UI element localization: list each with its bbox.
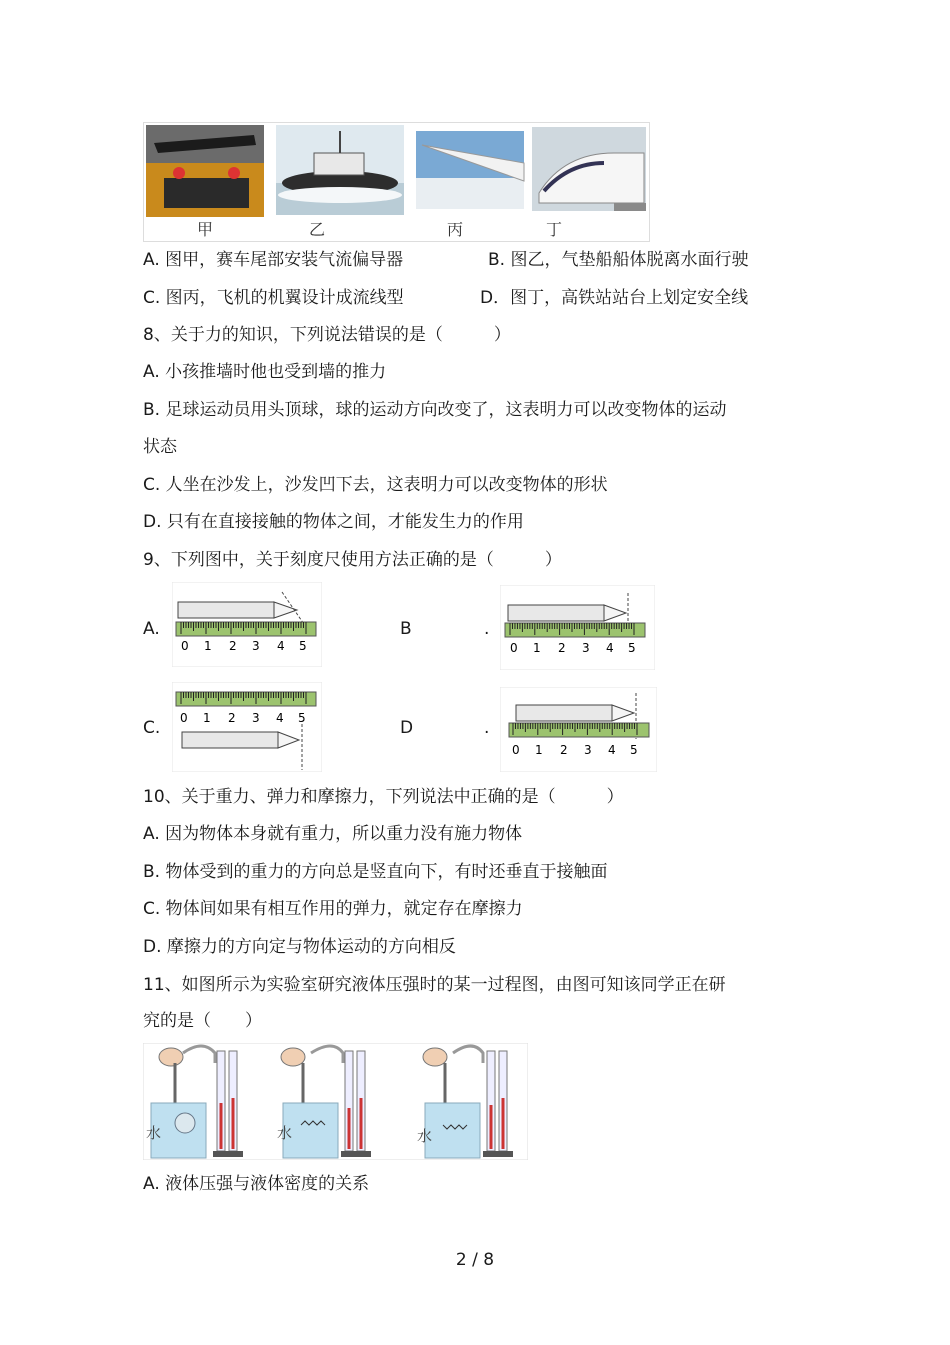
- q9-label-d: D: [400, 718, 414, 738]
- caption-bing: 丙: [447, 220, 464, 239]
- q10-option-c: C. 物体间如果有相互作用的弹力，就定存在摩擦力: [143, 899, 523, 919]
- tick-label-3: 3: [582, 641, 590, 655]
- tick-label-0: 0: [512, 743, 520, 757]
- q10-option-d: D. 摩擦力的方向定与物体运动的方向相反: [143, 937, 456, 957]
- figure-q11-pressure-experiment: [143, 1043, 528, 1160]
- q10-option-a: A. 因为物体本身就有重力，所以重力没有施力物体: [143, 824, 523, 844]
- tick-label-5: 5: [628, 641, 636, 655]
- tick-label-3: 3: [252, 711, 260, 725]
- q10-option-b: B. 物体受到的重力的方向总是竖直向下，有时还垂直于接触面: [143, 862, 608, 882]
- tick-label-0: 0: [510, 641, 518, 655]
- q8-option-c: C. 人坐在沙发上，沙发凹下去，这表明力可以改变物体的形状: [143, 475, 608, 495]
- tick-label-5: 5: [298, 711, 306, 725]
- caption-yi: 乙: [309, 220, 326, 239]
- q9-label-d-dot: .: [484, 718, 490, 738]
- ruler-figure-d: [500, 687, 657, 772]
- caption-ding: 丁: [546, 220, 563, 239]
- high-speed-train-photo: [532, 127, 646, 211]
- q11-option-a: A. 液体压强与液体密度的关系: [143, 1174, 370, 1194]
- figure-q7: [143, 122, 650, 242]
- q8-option-b-line1: B. 足球运动员用头顶球，球的运动方向改变了，这表明力可以改变物体的运动: [143, 400, 727, 420]
- ruler-figure-b: [500, 585, 655, 670]
- q11-stem-line1: 11、如图所示为实验室研究液体压强时的某一过程图，由图可知该同学正在研: [143, 975, 726, 995]
- q9-label-b-dot: .: [484, 619, 490, 639]
- tick-label-2: 2: [228, 711, 236, 725]
- page-number: 2 / 8: [455, 1250, 495, 1270]
- tick-label-0: 0: [181, 639, 189, 653]
- q11-stem-line2: 究的是（ ）: [143, 1011, 262, 1031]
- q8-stem: 8、关于力的知识，下列说法错误的是（ ）: [143, 325, 511, 345]
- water-label-1: 水: [146, 1124, 162, 1142]
- q9-stem: 9、下列图中，关于刻度尺使用方法正确的是（ ）: [143, 550, 562, 570]
- water-label-2: 水: [277, 1124, 293, 1142]
- tick-label-2: 2: [560, 743, 568, 757]
- ruler-figure-c: [172, 682, 322, 772]
- tick-label-4: 4: [608, 743, 616, 757]
- water-label-3: 水: [417, 1127, 433, 1145]
- tick-label-5: 5: [630, 743, 638, 757]
- q7-option-c: C. 图丙，飞机的机翼设计成流线型: [143, 288, 404, 308]
- q8-option-b-line2: 状态: [143, 437, 177, 457]
- q7-option-b: B. 图乙，气垫船船体脱离水面行驶: [488, 250, 749, 270]
- tick-label-1: 1: [533, 641, 541, 655]
- tick-label-3: 3: [252, 639, 260, 653]
- q9-label-a: A.: [143, 619, 160, 639]
- q10-stem: 10、关于重力、弹力和摩擦力，下列说法中正确的是（ ）: [143, 787, 624, 807]
- tick-label-2: 2: [558, 641, 566, 655]
- q9-label-c: C.: [143, 718, 161, 738]
- tick-label-5: 5: [299, 639, 307, 653]
- tick-label-1: 1: [203, 711, 211, 725]
- figure-q7-photos: [144, 123, 649, 241]
- q7-option-d: D．图丁，高铁站站台上划定安全线: [480, 288, 749, 308]
- race-car-photo: [146, 125, 264, 217]
- q7-option-a: A. 图甲，赛车尾部安装气流偏导器: [143, 250, 404, 270]
- tick-label-4: 4: [276, 711, 284, 725]
- q8-option-d: D. 只有在直接接触的物体之间，才能发生力的作用: [143, 512, 524, 532]
- tick-label-3: 3: [584, 743, 592, 757]
- tick-label-4: 4: [606, 641, 614, 655]
- tick-label-0: 0: [180, 711, 188, 725]
- q8-option-a: A. 小孩推墙时他也受到墙的推力: [143, 362, 387, 382]
- ruler-figure-a: [172, 582, 322, 667]
- tick-label-2: 2: [229, 639, 237, 653]
- q9-label-b: B: [400, 619, 412, 639]
- airplane-wing-photo: [416, 131, 524, 209]
- tick-label-1: 1: [535, 743, 543, 757]
- tick-label-1: 1: [204, 639, 212, 653]
- caption-jia: 甲: [197, 220, 214, 239]
- tick-label-4: 4: [277, 639, 285, 653]
- hovercraft-photo: [276, 125, 404, 215]
